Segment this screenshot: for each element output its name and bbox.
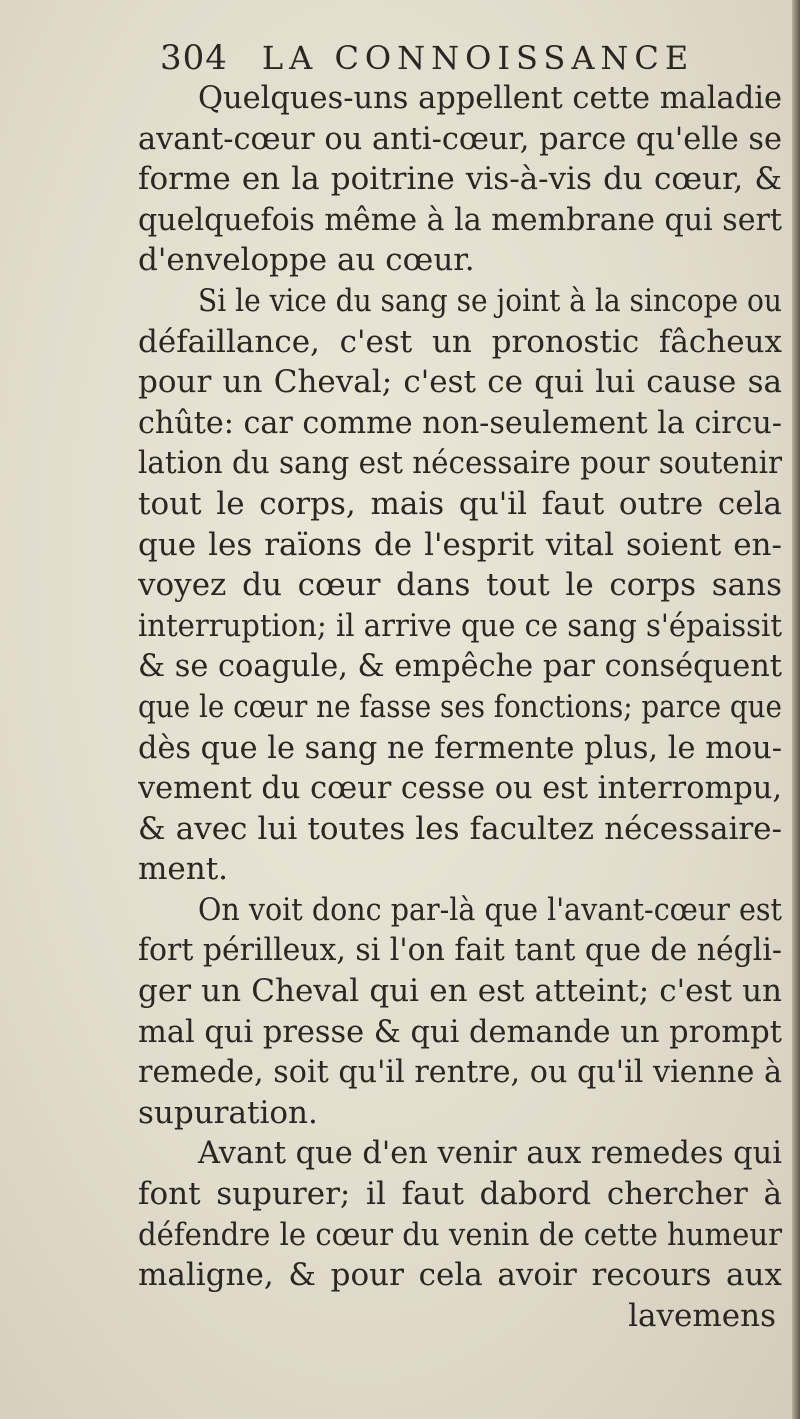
text-line: chûte: car comme non-seulement la circu-	[138, 404, 782, 441]
text-line: ger un Cheval qui en est atteint; c'est un	[138, 973, 782, 1010]
text-line: ment.	[138, 851, 229, 888]
page-edge	[792, 0, 800, 1419]
text-line: défaillance, c'est un pronostic fâcheux	[138, 323, 782, 360]
text-line: quelquefois même à la membrane qui sert	[138, 201, 782, 238]
text-line: maligne, & pour cela avoir recours aux	[138, 1257, 782, 1294]
text-line: lation du sang est nécessaire pour soutenir	[138, 445, 782, 482]
text-line: dès que le sang ne fermente plus, le mou-	[138, 729, 782, 766]
text-line: supuration.	[138, 1094, 318, 1131]
text-line: font supurer; il faut dabord chercher à	[138, 1176, 782, 1213]
text-line: interruption; il arrive que ce sang s'épaissit	[138, 607, 782, 644]
text-line: pour un Cheval; c'est ce qui lui cause sa	[138, 364, 782, 401]
text-line: d'enveloppe au cœur.	[138, 242, 475, 279]
page-header	[160, 36, 760, 80]
text-line: Quelques-uns appellent cette maladie	[198, 80, 782, 116]
text-line: forme en la poitrine vis-à-vis du cœur, &	[138, 161, 782, 198]
text-line: tout le corps, mais qu'il faut outre cela	[138, 485, 782, 522]
text-line: fort périlleux, si l'on fait tant que de négli-	[138, 932, 782, 969]
text-line: défendre le cœur du venin de cette humeur	[138, 1216, 782, 1253]
text-line: voyez du cœur dans tout le corps sans	[138, 567, 782, 604]
text-line: Si le vice du sang se joint à la sincope ou	[198, 282, 782, 319]
text-line: lavemens	[628, 1297, 776, 1334]
body-text	[138, 78, 790, 1336]
running-head: LA CONNOISSANCE	[261, 39, 695, 77]
text-line: remede, soit qu'il rentre, ou qu'il vienne à	[138, 1054, 782, 1091]
text-line: avant-cœur ou anti-cœur, parce qu'elle se	[138, 120, 782, 157]
text-line: & avec lui toutes les facultez nécessaire-	[138, 810, 782, 847]
text-line: Avant que d'en venir aux remedes qui	[198, 1135, 782, 1172]
text-line: que le cœur ne fasse ses fonctions; parce que	[138, 688, 782, 725]
text-line: mal qui presse & qui demande un prompt	[138, 1013, 782, 1050]
text-line: vement du cœur cesse ou est interrompu,	[138, 770, 782, 807]
text-line: & se coagule, & empêche par conséquent	[138, 648, 782, 685]
text-line: que les raïons de l'esprit vital soient en-	[138, 526, 782, 563]
text-line: On voit donc par-là que l'avant-cœur est	[198, 891, 782, 928]
page-number: 304	[160, 38, 228, 78]
